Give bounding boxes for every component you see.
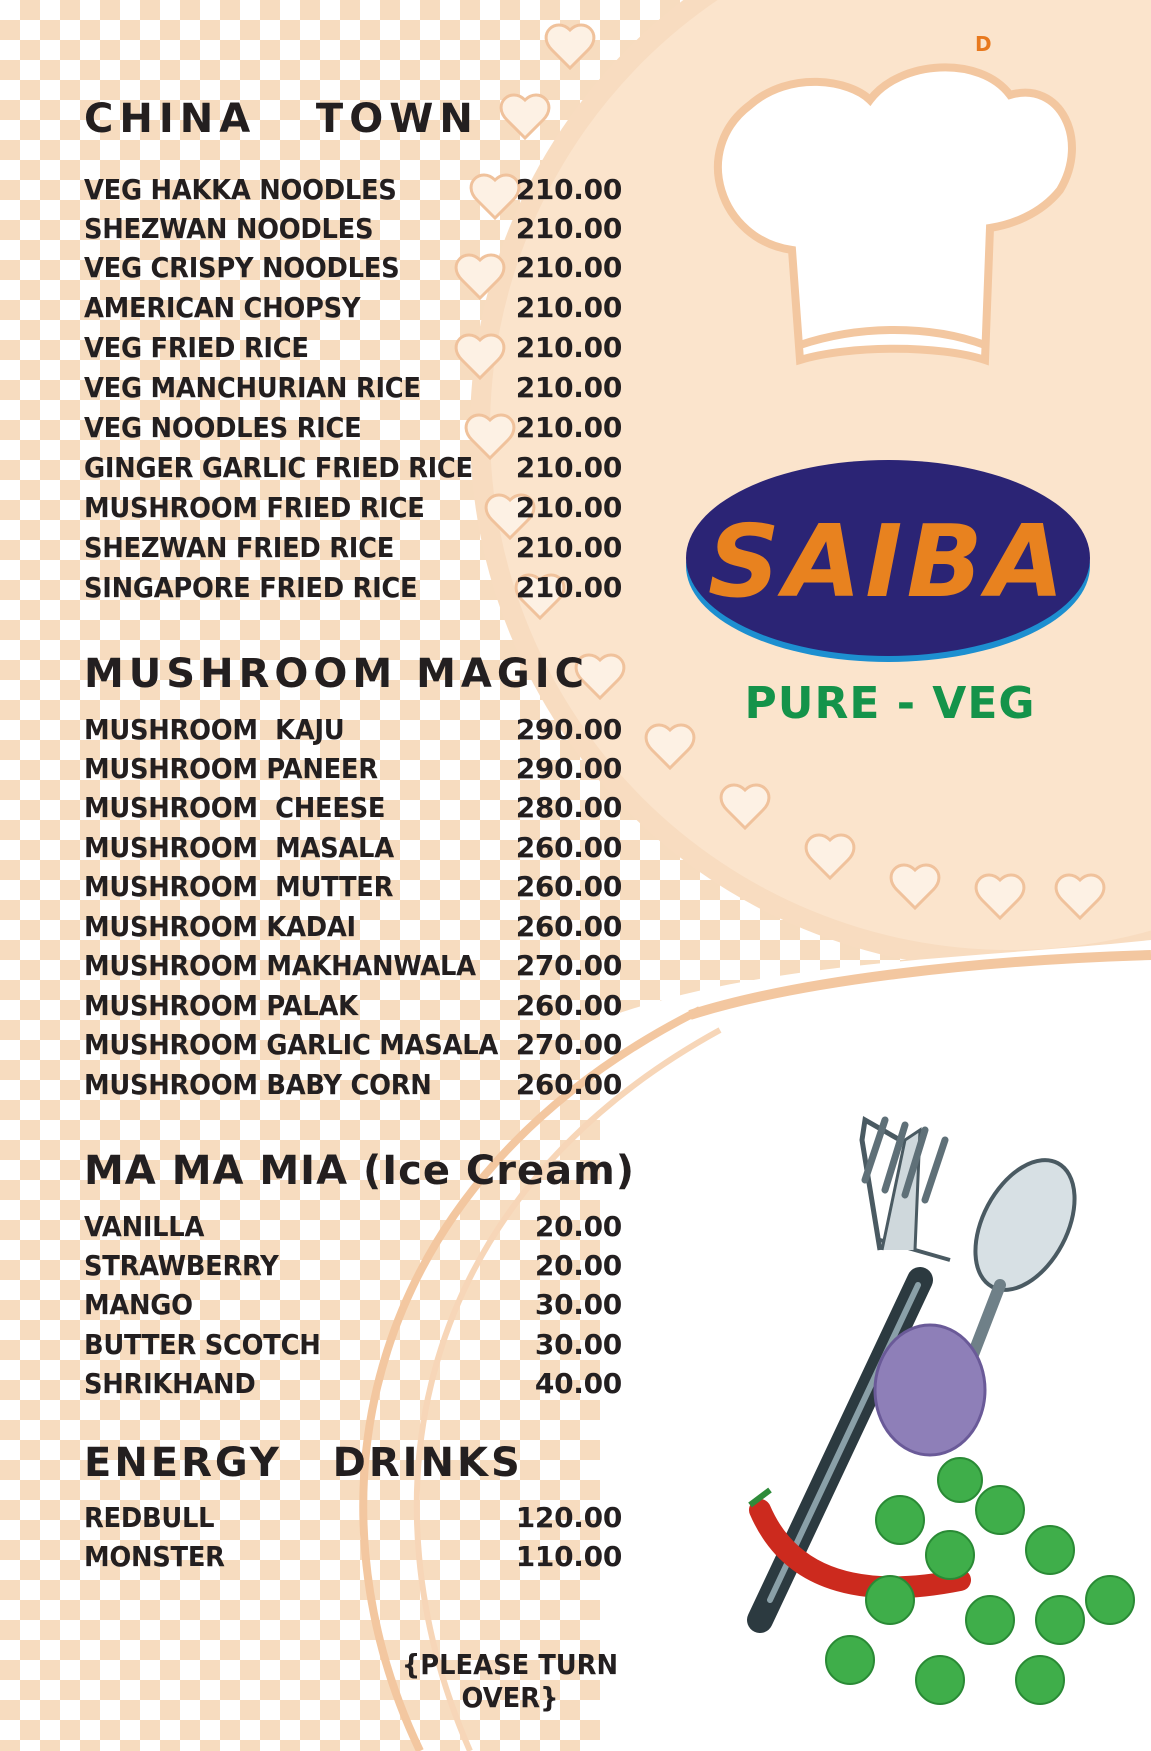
menu-item-price: 210.00 <box>515 491 622 524</box>
section-title-china-town: CHINA TOWN <box>84 96 479 142</box>
menu-item-price: 210.00 <box>515 212 622 245</box>
menu-item-name: VANILLA <box>84 1210 205 1243</box>
menu-item-price: 210.00 <box>515 451 622 484</box>
pure-veg-tagline: PURE - VEG <box>744 678 1036 729</box>
section-title-mushroom-magic: MUSHROOM MAGIC <box>84 651 589 697</box>
menu-item-name: MUSHROOM MAKHANWALA <box>84 949 476 982</box>
menu-item-name: MUSHROOM PALAK <box>84 989 358 1022</box>
menu-item-price: 290.00 <box>515 752 622 785</box>
menu-item-price: 30.00 <box>534 1328 622 1361</box>
heart-icon <box>501 95 549 138</box>
menu-item-price: 40.00 <box>534 1367 622 1400</box>
menu-item-price: 210.00 <box>515 411 622 444</box>
menu-item-name: SHEZWAN NOODLES <box>84 212 374 245</box>
menu-item-name: MUSHROOM BABY CORN <box>84 1068 432 1101</box>
menu-item-price: 260.00 <box>515 831 622 864</box>
garlic-icon <box>875 1325 985 1455</box>
section-title-energy-drinks: ENERGY DRINKS <box>84 1440 523 1486</box>
please-turn-over-note: {PLEASE TURN OVER} <box>401 1648 619 1714</box>
menu-item-price: 30.00 <box>534 1288 622 1321</box>
menu-item-price: 260.00 <box>515 870 622 903</box>
menu-item-name: SHEZWAN FRIED RICE <box>84 531 395 564</box>
menu-item-price: 210.00 <box>515 571 622 604</box>
menu-item-name: GINGER GARLIC FRIED RICE <box>84 451 473 484</box>
menu-item-name: MUSHROOM MUTTER <box>84 870 394 903</box>
menu-item-price: 110.00 <box>515 1540 622 1573</box>
brand-name: SAIBA <box>707 503 1069 620</box>
menu-item-name: MANGO <box>84 1288 193 1321</box>
menu-item-name: SHRIKHAND <box>84 1367 256 1400</box>
menu-item-price: 260.00 <box>515 910 622 943</box>
menu-item-name: REDBULL <box>84 1501 215 1534</box>
menu-item-price: 210.00 <box>515 251 622 284</box>
menu-item-name: SINGAPORE FRIED RICE <box>84 571 418 604</box>
menu-item-name: MUSHROOM GARLIC MASALA <box>84 1028 499 1061</box>
heart-icon <box>546 25 594 68</box>
menu-item-price: 210.00 <box>515 173 622 206</box>
menu-item-name: MUSHROOM PANEER <box>84 752 378 785</box>
menu-item-name: VEG CRISPY NOODLES <box>84 251 400 284</box>
menu-item-name: AMERICAN CHOPSY <box>84 291 361 324</box>
menu-item-price: 210.00 <box>515 531 622 564</box>
menu-item-name: VEG NOODLES RICE <box>84 411 362 444</box>
menu-item-name: VEG FRIED RICE <box>84 331 309 364</box>
menu-item-name: MUSHROOM KAJU <box>84 713 345 746</box>
menu-item-price: 210.00 <box>515 331 622 364</box>
menu-item-name: VEG HAKKA NOODLES <box>84 173 397 206</box>
menu-item-price: 280.00 <box>515 791 622 824</box>
menu-item-price: 270.00 <box>515 1028 622 1061</box>
menu-item-name: MUSHROOM MASALA <box>84 831 394 864</box>
menu-item-price: 260.00 <box>515 1068 622 1101</box>
menu-item-name: VEG MANCHURIAN RICE <box>84 371 421 404</box>
menu-item-price: 210.00 <box>515 371 622 404</box>
menu-item-price: 210.00 <box>515 291 622 324</box>
menu-item-price: 20.00 <box>534 1210 622 1243</box>
menu-item-name: MUSHROOM CHEESE <box>84 791 386 824</box>
menu-item-name: MUSHROOM KADAI <box>84 910 356 943</box>
menu-item-name: MONSTER <box>84 1540 225 1573</box>
menu-item-price: 260.00 <box>515 989 622 1022</box>
menu-item-price: 270.00 <box>515 949 622 982</box>
saiba-logo <box>684 456 1092 664</box>
page-code-label: D <box>975 32 992 56</box>
menu-item-price: 120.00 <box>515 1501 622 1534</box>
menu-item-price: 20.00 <box>534 1249 622 1282</box>
menu-item-name: BUTTER SCOTCH <box>84 1328 321 1361</box>
menu-item-name: STRAWBERRY <box>84 1249 279 1282</box>
section-title-ice-cream: MA MA MIA (Ice Cream) <box>84 1148 636 1194</box>
menu-item-name: MUSHROOM FRIED RICE <box>84 491 425 524</box>
menu-item-price: 290.00 <box>515 713 622 746</box>
